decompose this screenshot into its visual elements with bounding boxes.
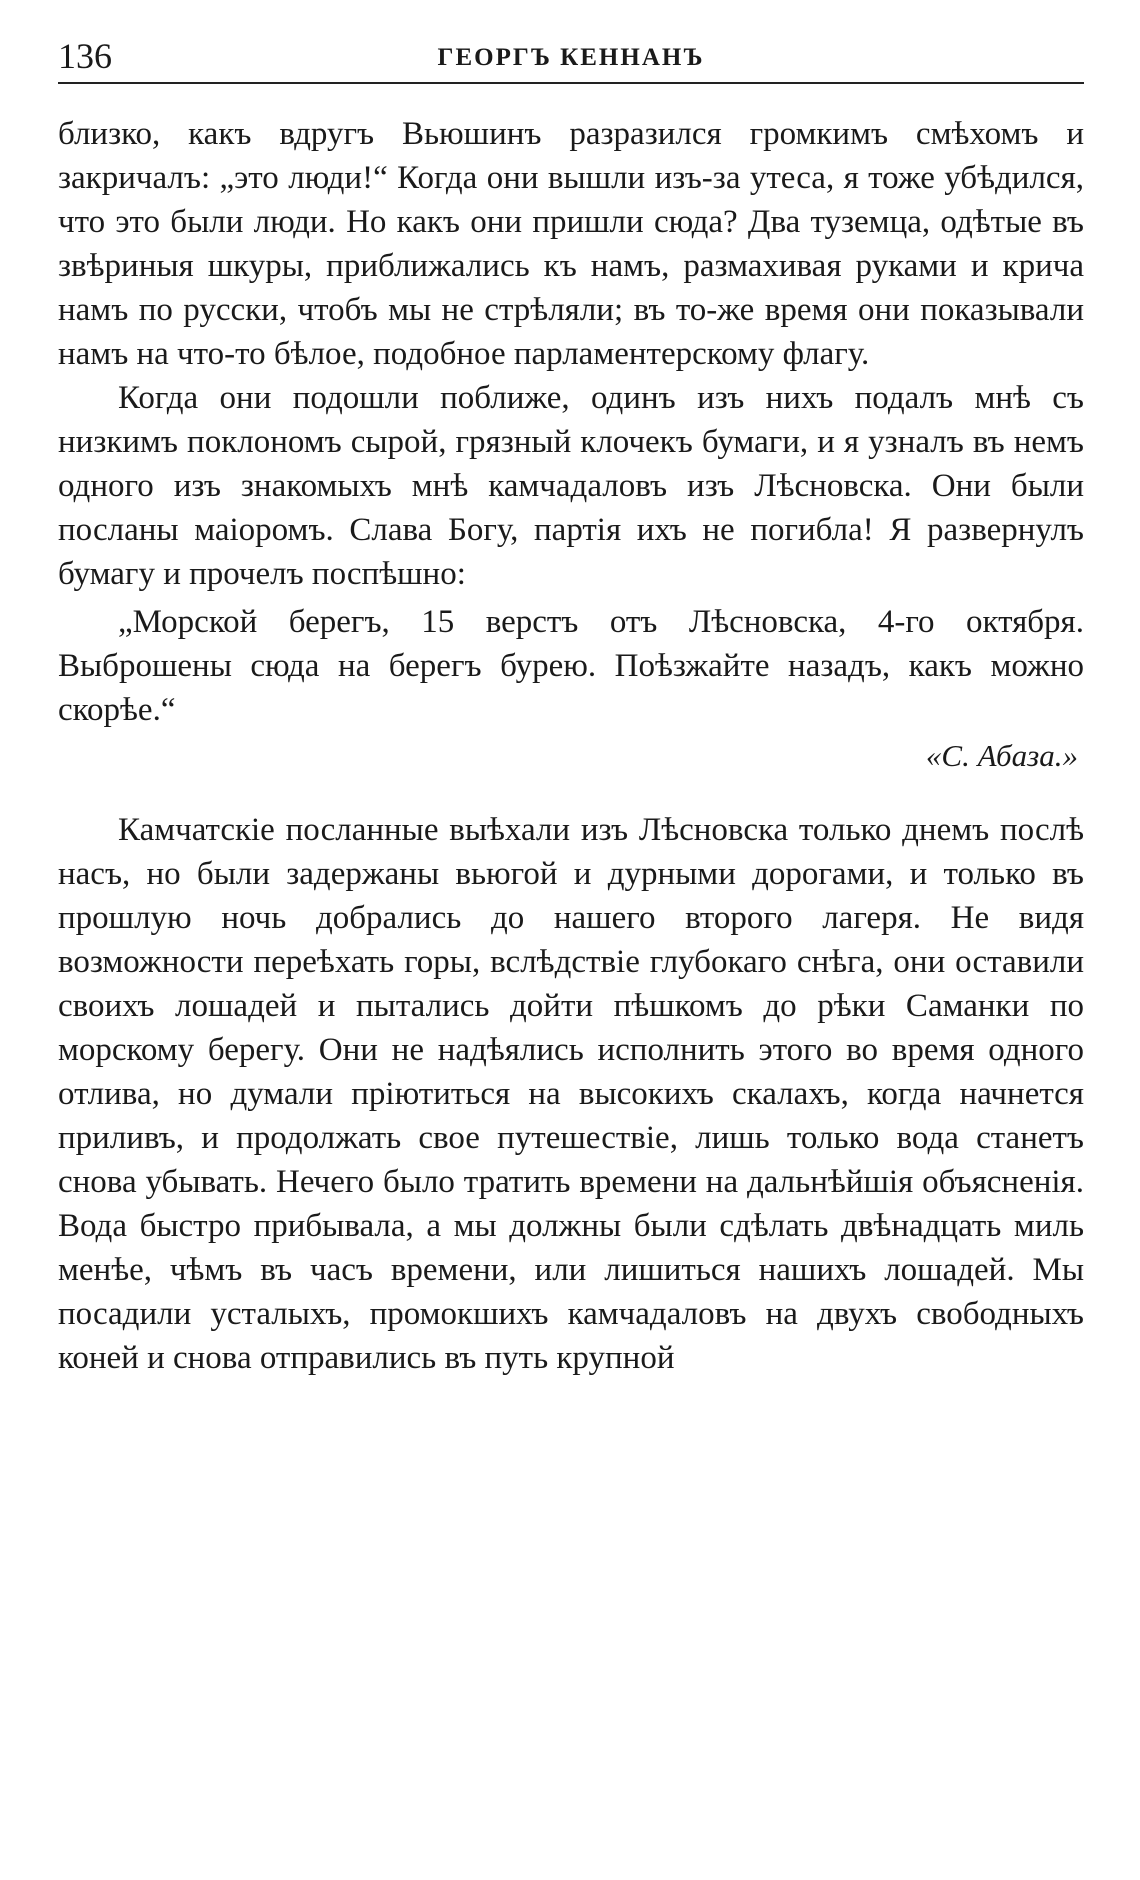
page-header: [58, 34, 1084, 84]
paragraph-continued: близко, какъ вдругъ Вьюшинъ разразился громкимъ смѣхомъ и закричалъ: „это люди!“ Когда они вышли изъ-за утеса, я тоже убѣдился, что это были люди. Но какъ они пришли сюда? Два туземца, одѣтые въ звѣриныя шкуры, приближались къ намъ, размахивая руками и крича намъ по русски, чтобъ мы не стрѣляли; въ то-же время они показывали намъ на что-то бѣлое, подобное парламентерскому флагу.: [58, 116, 1084, 372]
running-title: ГЕОРГЪ КЕННАНЪ: [437, 44, 705, 71]
body-text: [58, 112, 1084, 1380]
page-number: 136: [58, 36, 112, 76]
note-signature: «С. Абаза.»: [925, 738, 1078, 773]
paragraph: Камчатскіе посланные выѣхали изъ Лѣсновска только днемъ послѣ насъ, но были задержаны вьюгой и дурными дорогами, и только въ прошлую ночь добрались до нашего второго лагеря. Не видя возможности переѣхать горы, вслѣдствіе глубокаго снѣга, они оставили своихъ лошадей и пытались дойти пѣшкомъ до рѣки Саманки по морскому берегу. Они не надѣялись исполнить этого во время одного отлива, но думали пріютиться на высокихъ скалахъ, когда начнется приливъ, и продолжать свое путешествіе, лишь только вода станетъ снова убывать. Нечего было тратить времени на дальнѣйшія объясненія. Вода быстро прибывала, а мы должны были сдѣлать двѣнадцать миль менѣе, чѣмъ въ часъ времени, или лишиться нашихъ лошадей. Мы посадили усталыхъ, промокшихъ камчадаловъ на двухъ свободныхъ коней и снова отправились въ путь крупной: [58, 812, 1084, 1376]
paragraph: Когда они подошли поближе, одинъ изъ нихъ подалъ мнѣ съ низкимъ поклономъ сырой, грязный клочекъ бумаги, и я узналъ въ немъ одного изъ знакомыхъ мнѣ камчадаловъ изъ Лѣсновска. Они были посланы маіоромъ. Слава Богу, партія ихъ не погибла! Я развернулъ бумагу и прочелъ поспѣшно:: [58, 380, 1084, 592]
quoted-note: „Морской берегъ, 15 верстъ отъ Лѣсновска, 4-го октября. Выброшены сюда на берегъ бурею. Поѣзжайте назадъ, какъ можно скорѣе.“: [58, 604, 1084, 728]
